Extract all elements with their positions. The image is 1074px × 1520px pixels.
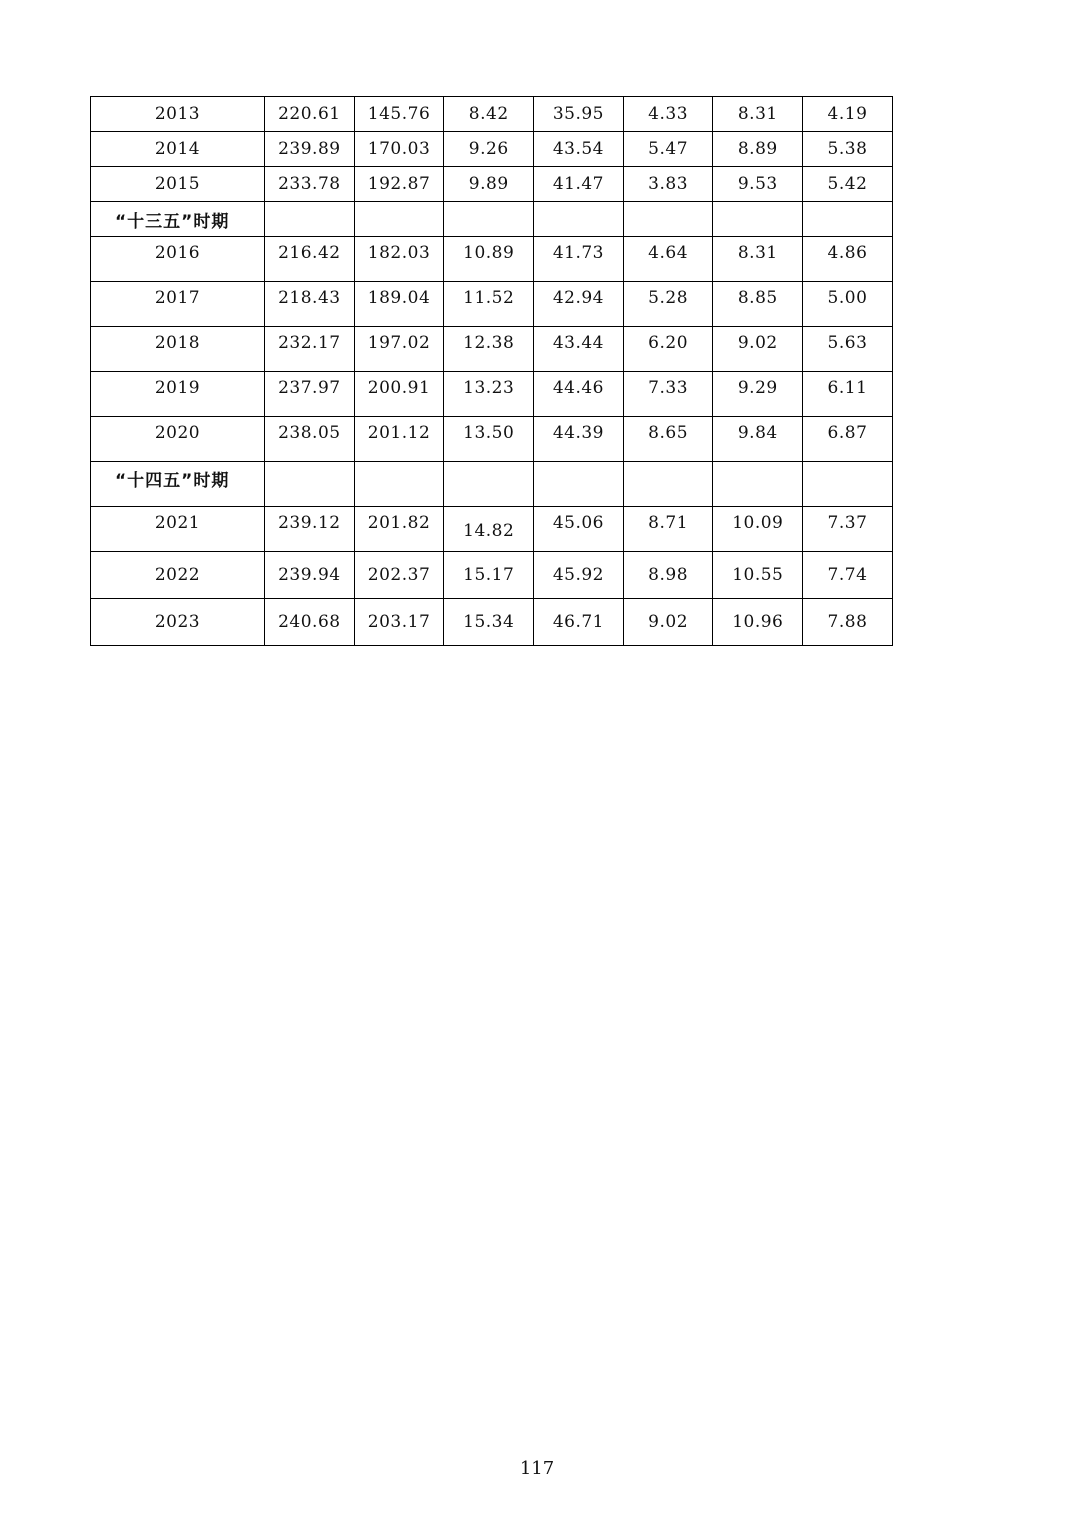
value-cell: 9.89 xyxy=(444,167,534,202)
year-cell: 2021 xyxy=(91,507,265,552)
table-row xyxy=(91,167,893,202)
value-cell: 238.05 xyxy=(265,417,355,462)
value-cell: 9.84 xyxy=(713,417,803,462)
value-cell: 239.12 xyxy=(265,507,355,552)
value-cell: 197.02 xyxy=(354,327,444,372)
table-row xyxy=(91,417,893,462)
table-row xyxy=(91,282,893,327)
value-cell: 45.92 xyxy=(534,552,624,599)
value-cell: 46.71 xyxy=(534,599,624,646)
empty-cell xyxy=(265,462,355,507)
statistics-table xyxy=(90,96,893,646)
value-cell: 232.17 xyxy=(265,327,355,372)
table-row xyxy=(91,237,893,282)
value-cell: 216.42 xyxy=(265,237,355,282)
value-cell: 11.52 xyxy=(444,282,534,327)
period-header-row xyxy=(91,462,893,507)
value-cell: 4.19 xyxy=(803,97,893,132)
value-cell: 201.12 xyxy=(354,417,444,462)
value-cell: 44.39 xyxy=(534,417,624,462)
table-row xyxy=(91,132,893,167)
value-cell: 7.37 xyxy=(803,507,893,552)
value-cell: 220.61 xyxy=(265,97,355,132)
year-cell: 2023 xyxy=(91,599,265,646)
year-cell: 2013 xyxy=(91,97,265,132)
page-number: 117 xyxy=(519,1458,555,1479)
value-cell: 8.31 xyxy=(713,97,803,132)
table-row xyxy=(91,599,893,646)
year-cell: 2015 xyxy=(91,167,265,202)
value-cell: 13.50 xyxy=(444,417,534,462)
table-row xyxy=(91,372,893,417)
value-cell: 10.96 xyxy=(713,599,803,646)
year-cell: 2016 xyxy=(91,237,265,282)
value-cell: 4.64 xyxy=(623,237,713,282)
value-cell: 5.00 xyxy=(803,282,893,327)
table-row xyxy=(91,327,893,372)
empty-cell xyxy=(713,462,803,507)
empty-cell xyxy=(623,202,713,237)
value-cell: 9.02 xyxy=(623,599,713,646)
empty-cell xyxy=(534,202,624,237)
year-cell: 2020 xyxy=(91,417,265,462)
empty-cell xyxy=(354,202,444,237)
value-cell: 35.95 xyxy=(534,97,624,132)
value-cell: 9.53 xyxy=(713,167,803,202)
empty-cell xyxy=(803,202,893,237)
value-cell: 202.37 xyxy=(354,552,444,599)
value-cell: 8.85 xyxy=(713,282,803,327)
value-cell: 10.55 xyxy=(713,552,803,599)
value-cell: 10.89 xyxy=(444,237,534,282)
table-row xyxy=(91,552,893,599)
value-cell: 170.03 xyxy=(354,132,444,167)
value-cell: 8.89 xyxy=(713,132,803,167)
empty-cell xyxy=(713,202,803,237)
value-cell: 42.94 xyxy=(534,282,624,327)
value-cell: 239.94 xyxy=(265,552,355,599)
table-row xyxy=(91,507,893,552)
value-cell: 201.82 xyxy=(354,507,444,552)
value-cell: 15.34 xyxy=(444,599,534,646)
value-cell: 43.54 xyxy=(534,132,624,167)
value-cell: 237.97 xyxy=(265,372,355,417)
value-cell: 3.83 xyxy=(623,167,713,202)
value-cell: 14.82 xyxy=(444,507,534,552)
value-cell: 239.89 xyxy=(265,132,355,167)
value-cell: 192.87 xyxy=(354,167,444,202)
value-cell: 7.88 xyxy=(803,599,893,646)
value-cell: 13.23 xyxy=(444,372,534,417)
value-cell: 189.04 xyxy=(354,282,444,327)
empty-cell xyxy=(444,202,534,237)
value-cell: 9.02 xyxy=(713,327,803,372)
value-cell: 8.98 xyxy=(623,552,713,599)
value-cell: 8.65 xyxy=(623,417,713,462)
value-cell: 182.03 xyxy=(354,237,444,282)
value-cell: 8.71 xyxy=(623,507,713,552)
value-cell: 5.38 xyxy=(803,132,893,167)
value-cell: 12.38 xyxy=(444,327,534,372)
value-cell: 8.31 xyxy=(713,237,803,282)
value-cell: 15.17 xyxy=(444,552,534,599)
value-cell: 200.91 xyxy=(354,372,444,417)
year-cell: 2022 xyxy=(91,552,265,599)
value-cell: 7.74 xyxy=(803,552,893,599)
empty-cell xyxy=(534,462,624,507)
period-label: “十三五”时期 xyxy=(91,202,265,237)
value-cell: 145.76 xyxy=(354,97,444,132)
value-cell: 6.87 xyxy=(803,417,893,462)
value-cell: 203.17 xyxy=(354,599,444,646)
value-cell: 44.46 xyxy=(534,372,624,417)
value-cell: 4.86 xyxy=(803,237,893,282)
year-cell: 2018 xyxy=(91,327,265,372)
table-row xyxy=(91,97,893,132)
value-cell: 218.43 xyxy=(265,282,355,327)
empty-cell xyxy=(444,462,534,507)
empty-cell xyxy=(803,462,893,507)
value-cell: 6.20 xyxy=(623,327,713,372)
value-cell: 5.42 xyxy=(803,167,893,202)
value-cell: 5.63 xyxy=(803,327,893,372)
value-cell: 45.06 xyxy=(534,507,624,552)
year-cell: 2019 xyxy=(91,372,265,417)
value-cell: 8.42 xyxy=(444,97,534,132)
value-cell: 240.68 xyxy=(265,599,355,646)
value-cell: 9.26 xyxy=(444,132,534,167)
value-cell: 4.33 xyxy=(623,97,713,132)
value-cell: 10.09 xyxy=(713,507,803,552)
period-header-row xyxy=(91,202,893,237)
year-cell: 2017 xyxy=(91,282,265,327)
value-cell: 43.44 xyxy=(534,327,624,372)
year-cell: 2014 xyxy=(91,132,265,167)
value-cell: 5.28 xyxy=(623,282,713,327)
value-cell: 41.73 xyxy=(534,237,624,282)
value-cell: 7.33 xyxy=(623,372,713,417)
value-cell: 9.29 xyxy=(713,372,803,417)
period-label: “十四五”时期 xyxy=(91,462,265,507)
value-cell: 6.11 xyxy=(803,372,893,417)
value-cell: 5.47 xyxy=(623,132,713,167)
value-cell: 41.47 xyxy=(534,167,624,202)
empty-cell xyxy=(354,462,444,507)
value-cell: 233.78 xyxy=(265,167,355,202)
empty-cell xyxy=(623,462,713,507)
empty-cell xyxy=(265,202,355,237)
table-body xyxy=(91,97,893,646)
